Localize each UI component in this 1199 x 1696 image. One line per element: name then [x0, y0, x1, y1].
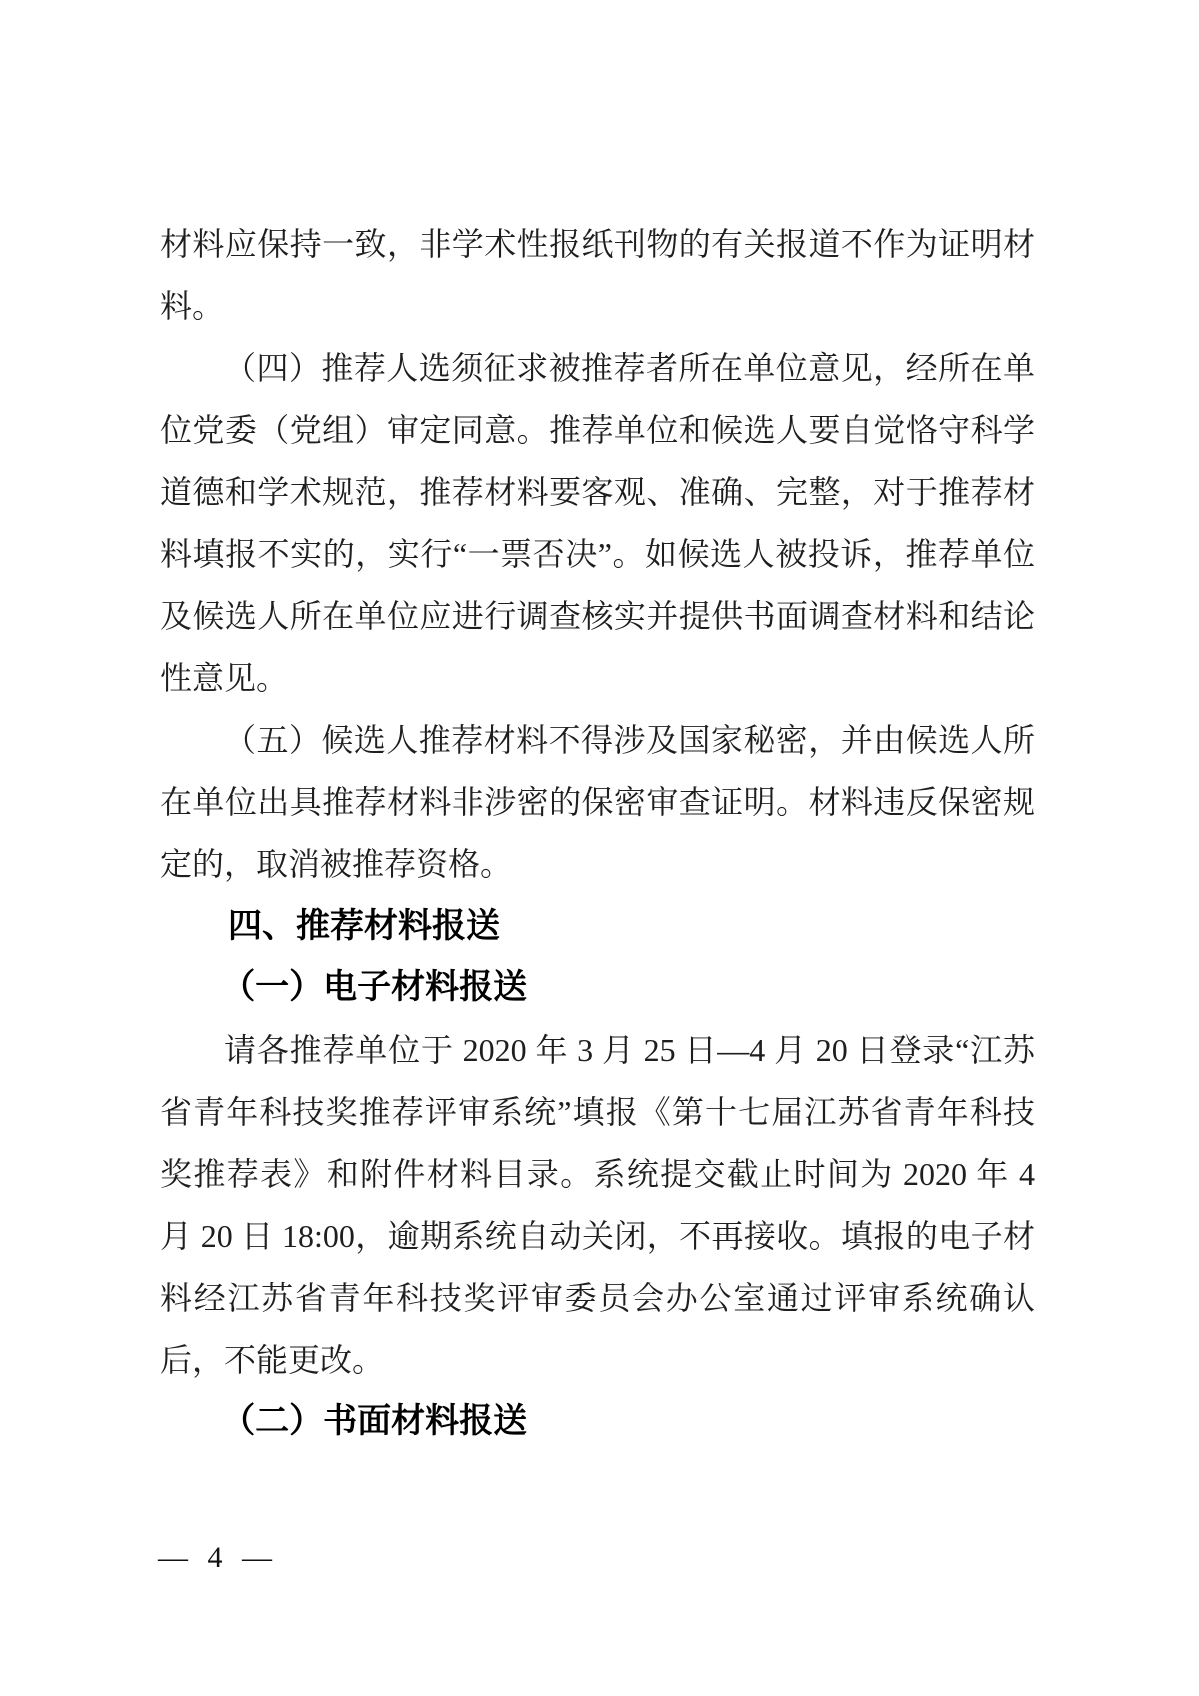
section-heading: 四、推荐材料报送	[228, 907, 500, 945]
paragraph: 请各推荐单位于 2020 年 3 月 25 日—4 月 20 日登录“江苏省青年科技奖推荐评审系统”填报《第十七届江苏省青年科技奖推荐表》和附件材料目录。系统提交截止时间为 2020 年 4 月 20 日 18:00，逾期系统自动关闭，不再接收。填报的电子材料经江苏省青年科技奖评审委员会办公室通过评审系统确认后，不能更改。	[160, 1032, 1035, 1378]
page-number: — 4 —	[158, 1541, 278, 1574]
document-body	[160, 213, 1035, 1453]
paragraph: （五）候选人推荐材料不得涉及国家秘密，并由候选人所在单位出具推荐材料非涉密的保密审查证明。材料违反保密规定的，取消被推荐资格。	[160, 722, 1035, 882]
paragraph: （四）推荐人选须征求被推荐者所在单位意见，经所在单位党委（党组）审定同意。推荐单位和候选人要自觉恪守科学道德和学术规范，推荐材料要客观、准确、完整，对于推荐材料填报不实的，实行“一票否决”。如候选人被投诉，推荐单位及候选人所在单位应进行调查核实并提供书面调查材料和结论性意见。	[160, 350, 1035, 696]
subsection-heading: （二）书面材料报送	[221, 1403, 528, 1440]
subsection-heading: （一）电子材料报送	[221, 969, 528, 1006]
paragraph: 材料应保持一致，非学术性报纸刊物的有关报道不作为证明材料。	[160, 226, 1035, 324]
